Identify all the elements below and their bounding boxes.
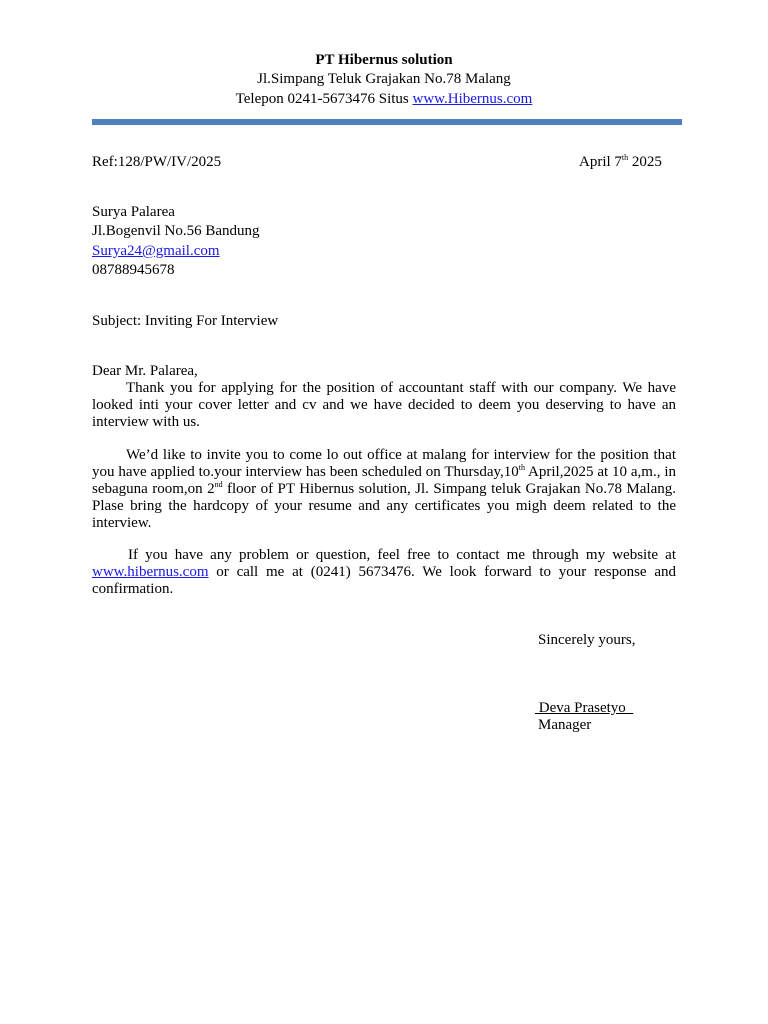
p3-website-link[interactable]: www.hibernus.com [92,564,209,580]
date-year: 2025 [628,154,662,170]
p2-ordinal-nd: nd [214,480,223,489]
company-contact [0,90,768,109]
date-month-day: April 7 [579,154,622,170]
recipient-phone: 08788945678 [92,262,175,278]
signer-title: Manager [538,717,592,733]
recipient-address: Jl.Bogenvil No.56 Bandung [92,223,260,239]
signer-name: Deva Prasetyo [535,700,634,716]
letter-subject: Subject: Inviting For Interview [92,313,279,329]
letter-date [579,153,662,172]
p2-text-b: April,2025 at 10 a,m., in sebaguna room,on 2 [92,464,676,497]
contact-text: Telepon 0241-5673476 Situs [235,91,413,107]
salutation: Dear Mr. Palarea, [92,363,198,379]
letterhead-divider [92,119,682,125]
p2-text-a: We’d like to invite you to come lo out office at malang for interview for the position that you have applied to.your interview has been scheduled on Thursday,10 [92,447,676,480]
body-paragraph-1: Thank you for applying for the position of accountant staff with our company. We have looked inti your cover letter and cv and we have decided to deem you deserving to have an interview with us. [92,380,676,430]
p3-text-b: or call me at (0241) 5673476. We look forward to your response and confirmation. [92,564,676,597]
body-paragraph-2 [92,447,676,532]
date-ordinal: th [621,153,629,162]
closing-sincerely: Sincerely yours, [538,632,636,648]
p2-ordinal-th: th [518,463,525,472]
body-paragraph-3 [92,547,676,598]
recipient-email-link[interactable]: Surya24@gmail.com [92,243,220,259]
company-website-link[interactable]: www.Hibernus.com [412,91,533,107]
company-name: PT Hibernus solution [315,52,453,68]
p2-text-c: floor of PT Hibernus solution, Jl. Simpang teluk Grajakan No.78 Malang. Plase bring the hardcopy of your resume and any certificates you migh deem related to the interview. [92,481,676,531]
company-address: Jl.Simpang Teluk Grajakan No.78 Malang [257,71,511,87]
p3-text-a: If you have any problem or question, feel free to contact me through my website at [128,547,676,563]
reference-number: Ref:128/PW/IV/2025 [92,154,222,170]
recipient-name: Surya Palarea [92,204,175,220]
